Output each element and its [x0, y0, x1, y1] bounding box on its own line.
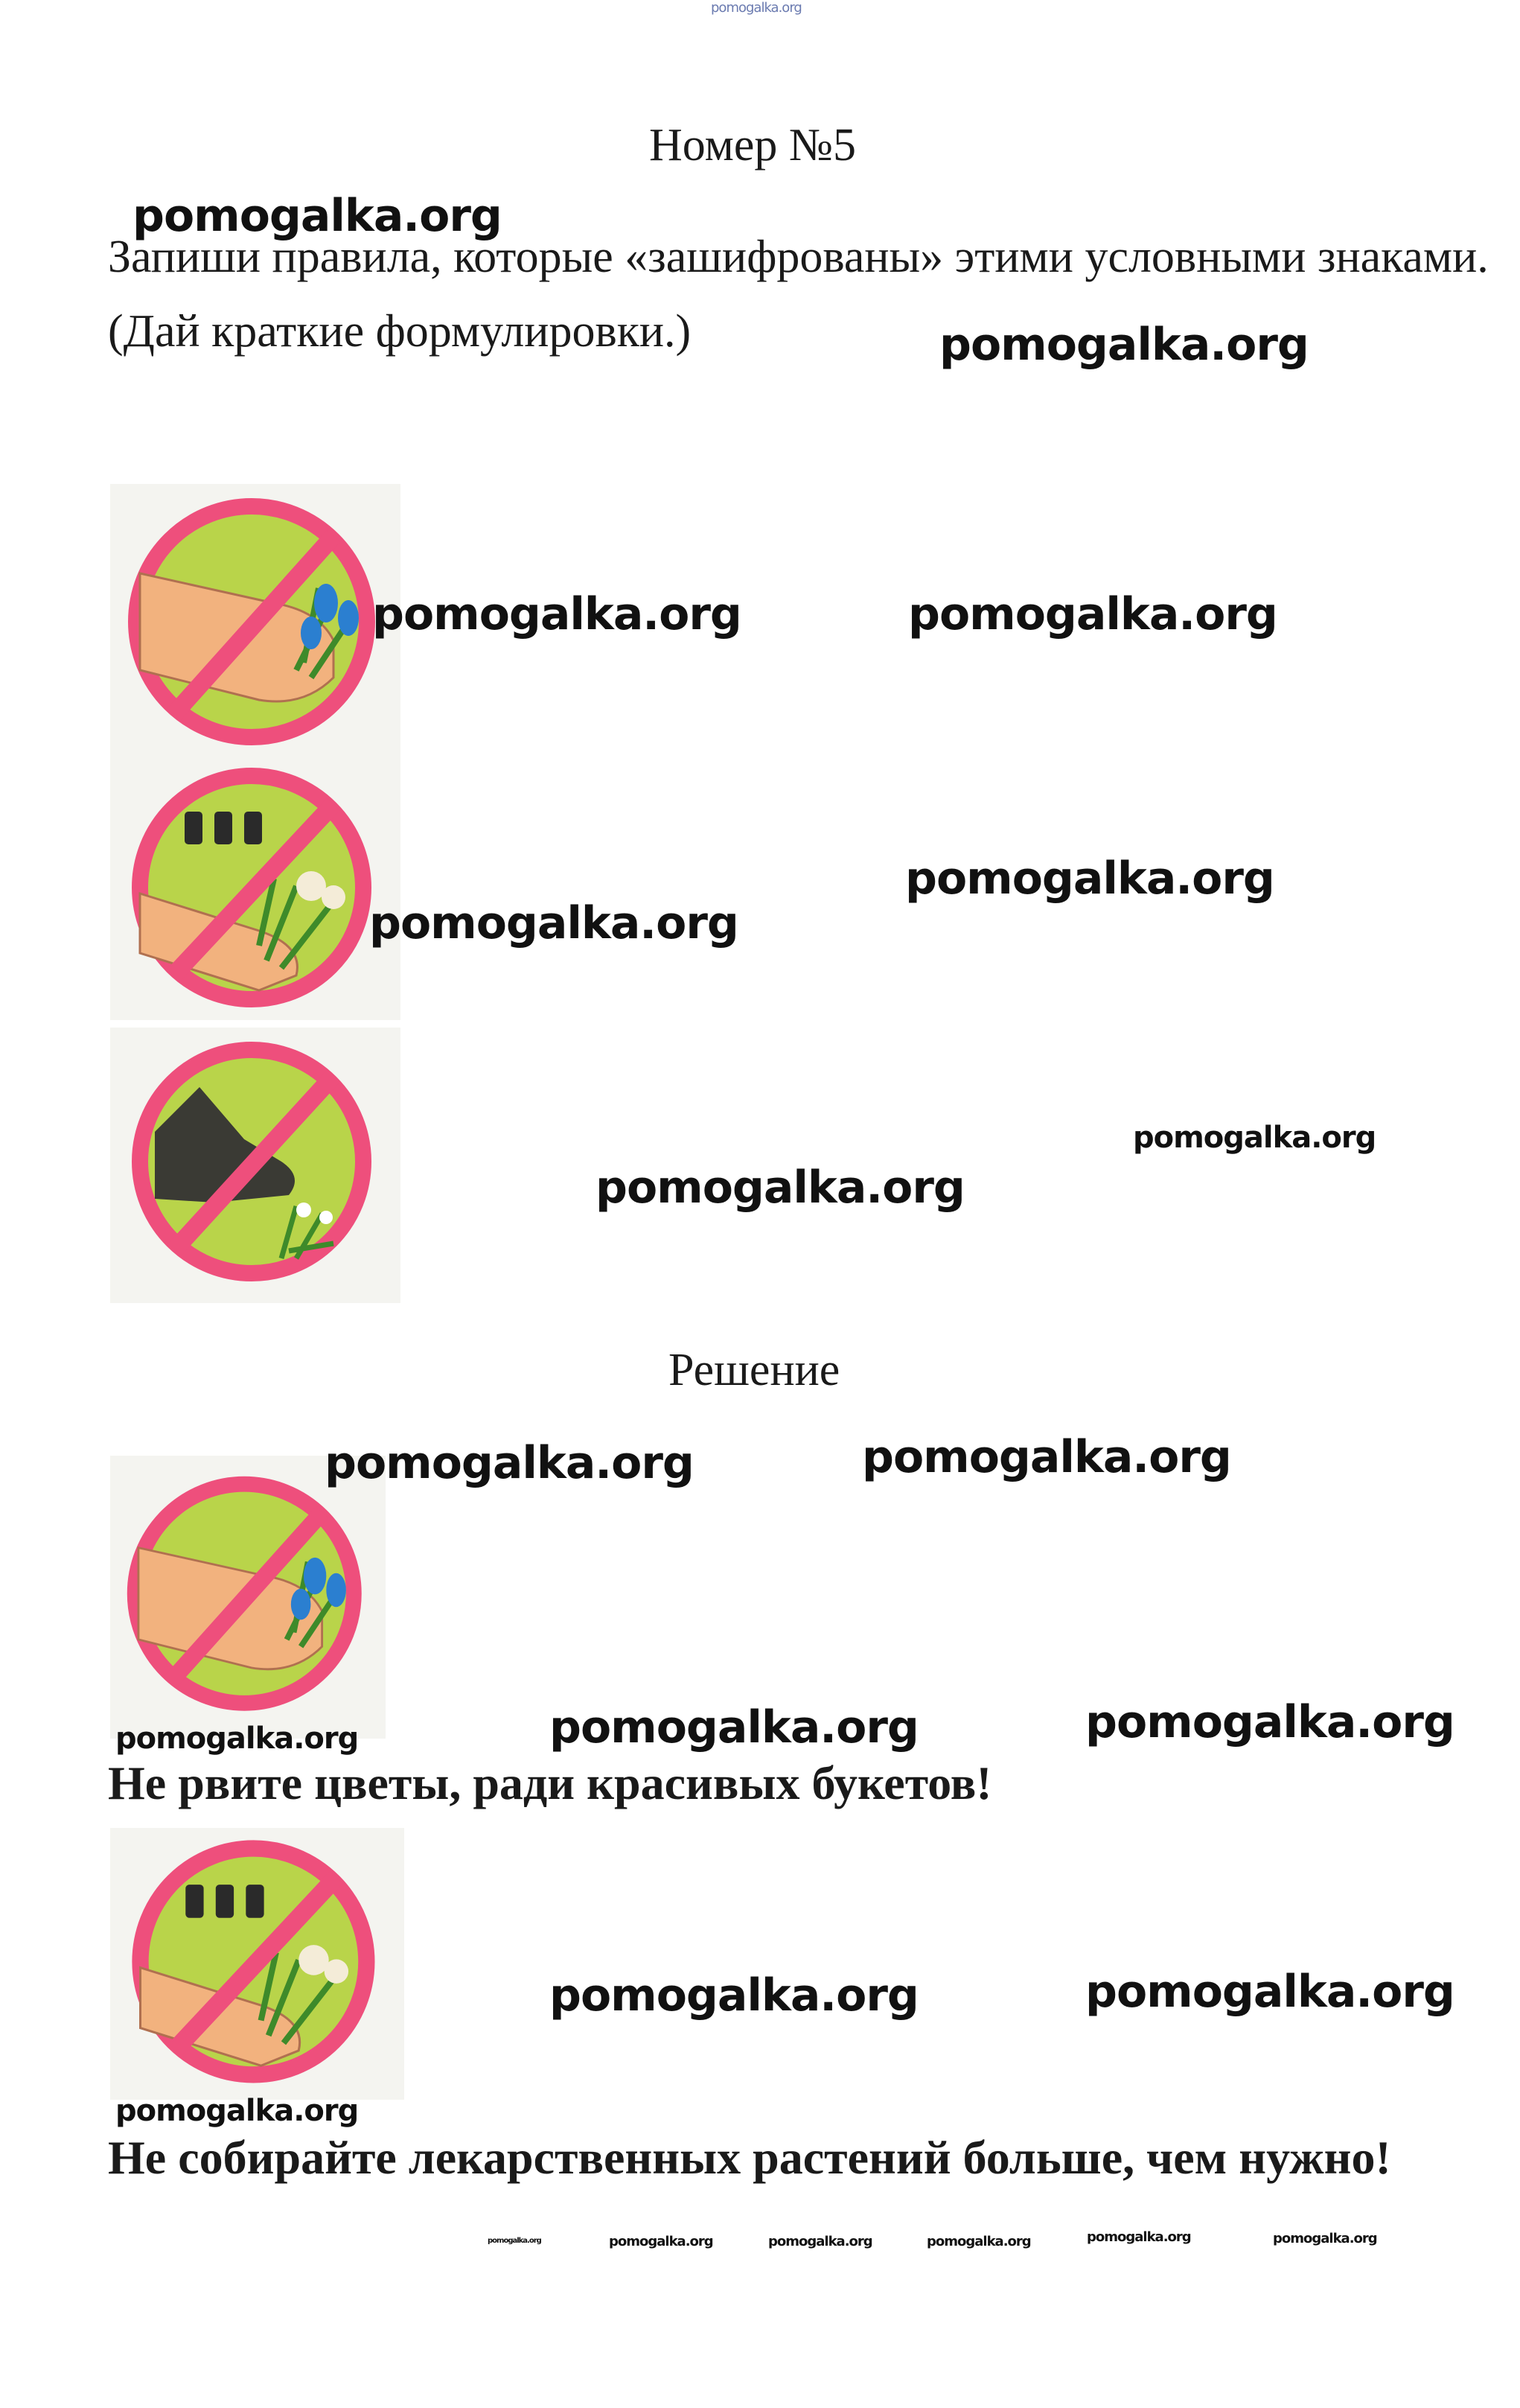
- watermark: pomogalka.org: [768, 2234, 872, 2249]
- watermark: pomogalka.org: [115, 2094, 359, 2128]
- watermark: pomogalka.org: [862, 1431, 1231, 1483]
- watermark: pomogalka.org: [488, 2237, 541, 2245]
- watermark: pomogalka.org: [1133, 1121, 1376, 1155]
- no-trampling-sign: [110, 1028, 400, 1303]
- watermark: pomogalka.org: [372, 588, 741, 640]
- problem-title: Номер №5: [649, 120, 857, 171]
- watermark: pomogalka.org: [115, 1721, 359, 1756]
- watermark: pomogalka.org: [905, 853, 1274, 905]
- task-text: Запиши правила, которые «зашифрованы» этими условными знаками. (Дай краткие формулировки.): [108, 232, 1489, 357]
- watermark: pomogalka.org: [1085, 1966, 1454, 2018]
- no-picking-medicinal-sign: [110, 759, 400, 1020]
- watermark: pomogalka.org: [939, 319, 1309, 371]
- watermark: pomogalka.org: [549, 1701, 919, 1754]
- answer-sign-1: [110, 1456, 386, 1739]
- watermark: pomogalka.org: [609, 2234, 713, 2249]
- watermark: pomogalka.org: [369, 897, 738, 949]
- answer-2: Не собирайте лекарственных растений больше, чем нужно!: [108, 2131, 1391, 2184]
- no-picking-bouquet-sign: [110, 484, 400, 767]
- watermark: pomogalka.org: [1087, 2229, 1191, 2245]
- answer-1: Не рвите цветы, ради красивых букетов!: [108, 1756, 992, 1809]
- watermark: pomogalka.org: [595, 1162, 965, 1214]
- answer-sign-2: [110, 1828, 404, 2100]
- watermark: pomogalka.org: [132, 190, 502, 242]
- watermark: pomogalka.org: [927, 2234, 1031, 2249]
- watermark: pomogalka.org: [908, 588, 1277, 640]
- watermark: pomogalka.org: [1085, 1696, 1454, 1748]
- no-picking-medicinal-icon: [110, 759, 400, 1020]
- solution-title: Решение: [668, 1345, 840, 1395]
- watermark: pomogalka.org: [325, 1437, 694, 1489]
- no-picking-bouquet-icon: [110, 484, 400, 767]
- no-trampling-icon: [110, 1028, 400, 1303]
- top-watermark: pomogalka.org: [711, 0, 802, 16]
- no-picking-bouquet-icon: [110, 1456, 386, 1739]
- no-picking-medicinal-icon: [110, 1828, 404, 2100]
- watermark: pomogalka.org: [549, 1969, 919, 2022]
- watermark: pomogalka.org: [1273, 2231, 1377, 2246]
